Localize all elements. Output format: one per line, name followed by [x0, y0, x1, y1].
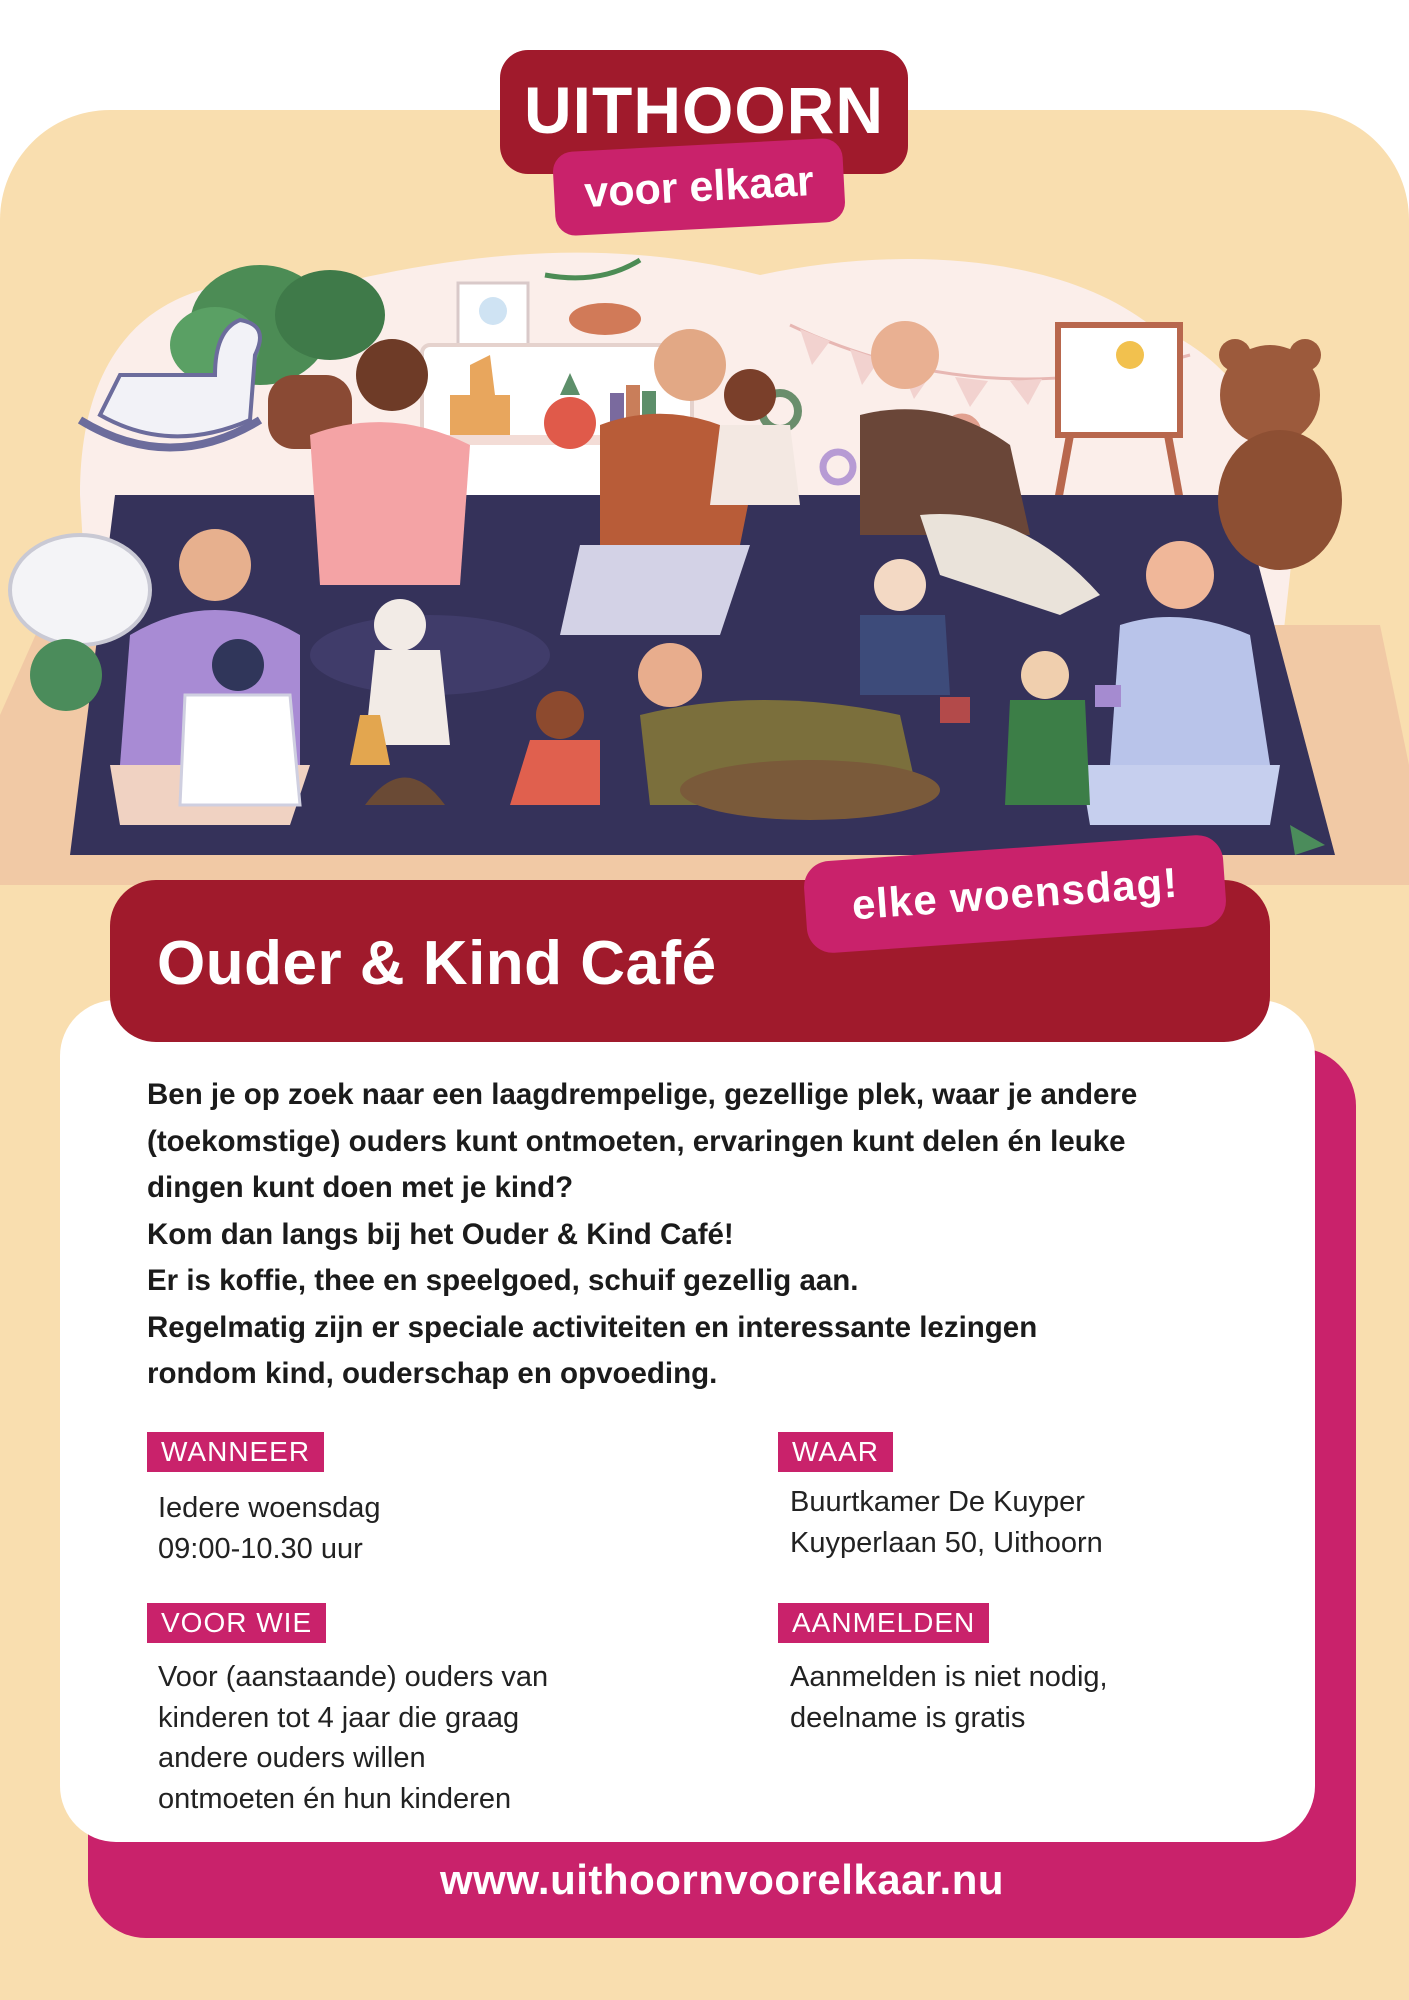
floor-pouf	[10, 535, 150, 645]
toy-block	[1095, 685, 1121, 707]
logo-voor-elkaar	[552, 137, 846, 236]
wanneer-line: Iedere woensdag	[158, 1492, 381, 1524]
voor-wie-info	[158, 1657, 548, 1819]
waar-info	[790, 1482, 1103, 1563]
playroom-illustration	[0, 245, 1409, 915]
intro-line: (toekomstige) ouders kunt ontmoeten, ervaringen kunt delen én leuke	[147, 1124, 1126, 1158]
intro-text	[147, 1072, 1297, 1398]
wanneer-label: WANNEER	[147, 1432, 324, 1472]
intro-line: Ben je op zoek naar een laagdrempelige, gezellige plek, waar je andere	[147, 1078, 1138, 1111]
waar-line: Kuyperlaan 50, Uithoorn	[790, 1526, 1103, 1559]
toy-ball	[30, 639, 102, 711]
intro-line: Kom dan langs bij het Ouder & Kind Café!	[147, 1217, 734, 1251]
intro-line: Er is koffie, thee en speelgoed, schuif gezellig aan.	[147, 1264, 859, 1297]
intro-line: Regelmatig zijn er speciale activiteiten en interessante lezingen	[147, 1310, 1038, 1344]
intro-line: dingen kunt doen met je kind?	[147, 1171, 574, 1204]
voor-wie-line: kinderen tot 4 jaar die graag	[158, 1701, 520, 1734]
intro-line: rondom kind, ouderschap en opvoeding.	[147, 1357, 718, 1390]
aanmelden-line: deelname is gratis	[790, 1701, 1026, 1734]
teddy-bear-body	[1218, 430, 1342, 570]
toy-radish	[544, 397, 596, 449]
aanmelden-line: Aanmelden is niet nodig,	[790, 1661, 1108, 1693]
toy-block	[940, 697, 970, 723]
voor-wie-line: ontmoeten én hun kinderen	[158, 1782, 512, 1815]
website-link[interactable]: www.uithoornvoorelkaar.nu	[439, 1856, 1005, 1903]
voor-wie-line: andere ouders willen	[158, 1742, 426, 1774]
wanneer-info	[158, 1488, 381, 1569]
voor-wie-label: VOOR WIE	[147, 1603, 326, 1643]
aanmelden-info	[790, 1657, 1108, 1738]
page-title: Ouder & Kind Café	[157, 929, 717, 998]
day-badge-text: elke woensdag!	[850, 858, 1180, 929]
waar-line: Buurtkamer De Kuyper	[790, 1486, 1085, 1518]
logo-title: UITHOORN	[524, 73, 884, 147]
easel-board	[1058, 325, 1180, 435]
jellyfish	[479, 297, 507, 325]
voor-wie-line: Voor (aanstaande) ouders van	[158, 1661, 549, 1693]
logo-subtitle: voor elkaar	[583, 156, 815, 217]
waar-label: WAAR	[778, 1432, 893, 1472]
wanneer-line: 09:00-10.30 uur	[158, 1532, 363, 1565]
aanmelden-label: AANMELDEN	[778, 1603, 989, 1643]
